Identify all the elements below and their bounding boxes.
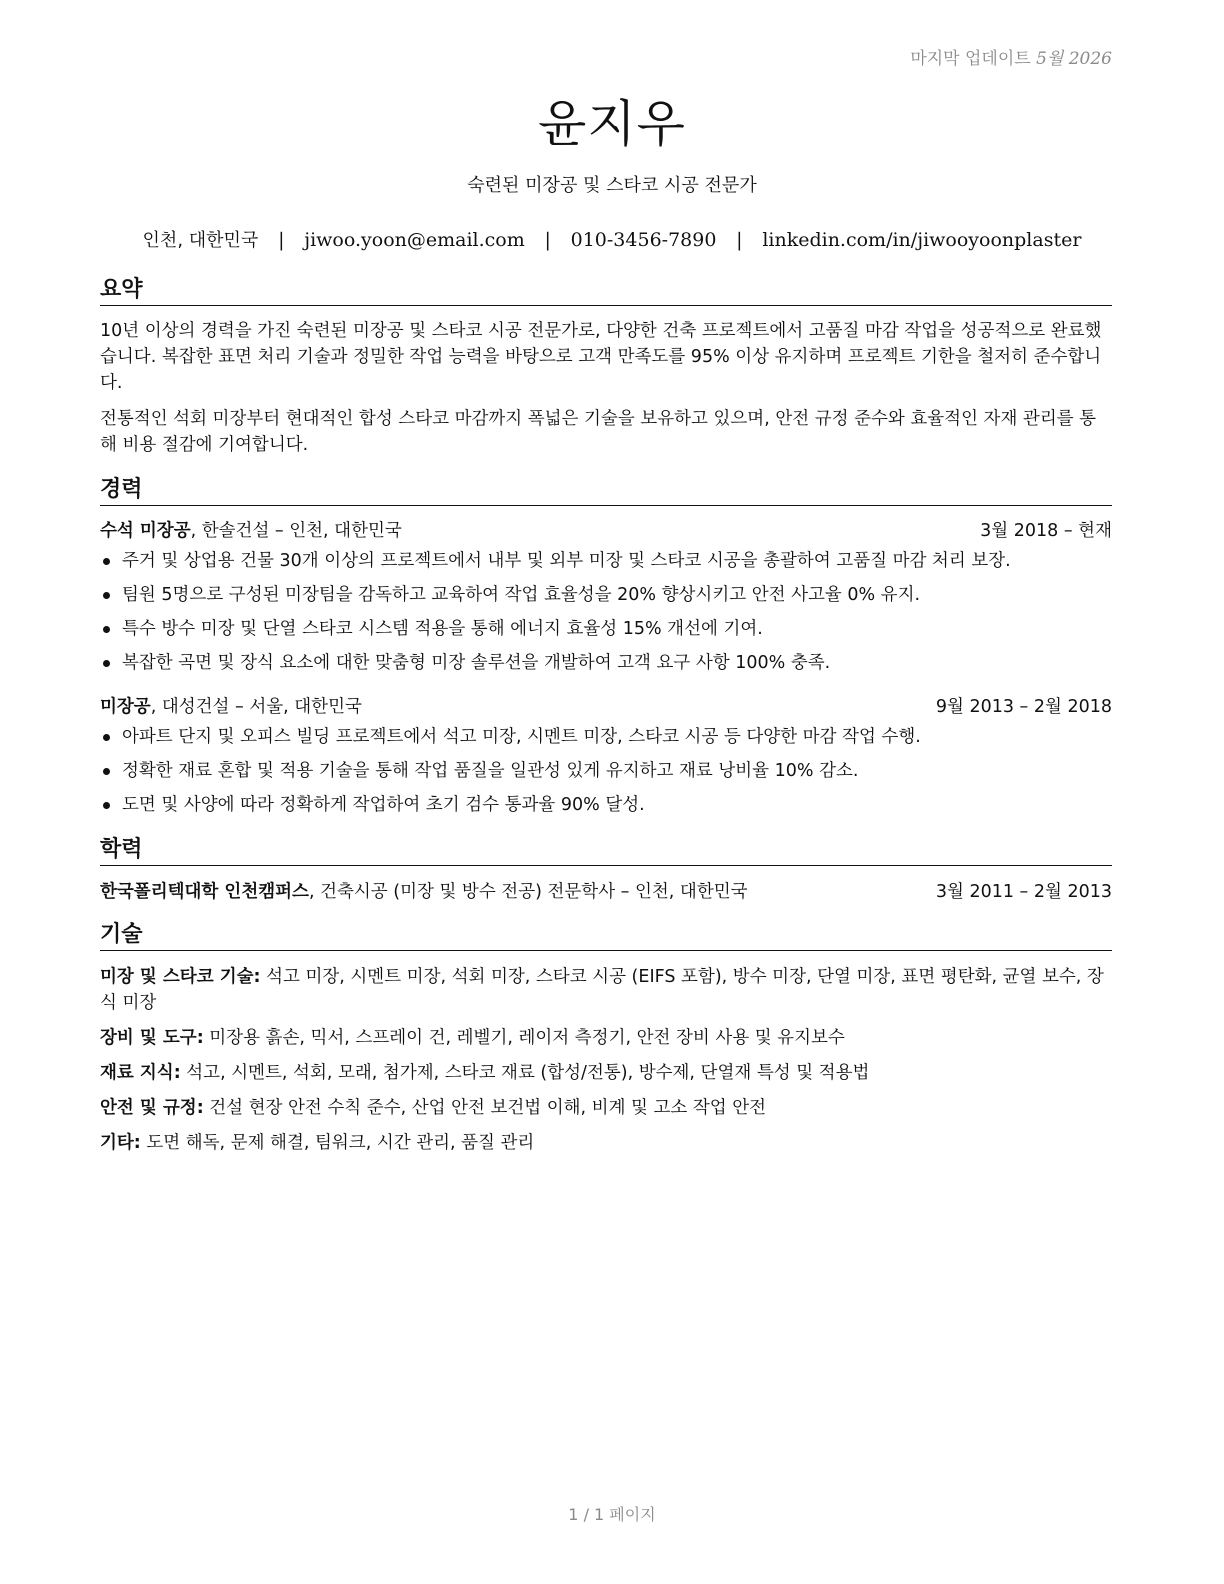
page-number: 1 / 1 페이지 <box>568 1505 656 1524</box>
job-company: , 한솔건설 – 인천, 대한민국 <box>190 521 402 541</box>
education-entry <box>100 879 1112 905</box>
job-header <box>100 518 1112 544</box>
contact-line <box>0 226 1224 252</box>
job-bullet: 팀원 5명으로 구성된 미장팀을 감독하고 교육하여 작업 효율성을 20% 향상시키고 안전 사고율 0% 유지. <box>100 582 1112 608</box>
job-dates: 9월 2013 – 2월 2018 <box>935 697 1112 717</box>
resume-tagline: 숙련된 미장공 및 스타코 시공 전문가 <box>467 175 757 196</box>
job-entry <box>100 518 1112 676</box>
job-bullet: 정확한 재료 혼합 및 적용 기술을 통해 작업 품질을 일관성 있게 유지하고 재료 낭비율 10% 감소. <box>100 758 1112 784</box>
job-role: 수석 미장공 <box>100 521 191 541</box>
contact-phone[interactable]: 010-3456-7890 <box>570 229 717 251</box>
summary-paragraph: 전통적인 석회 미장부터 현대적인 합성 스타코 마감까지 폭넓은 기술을 보유하고 있으며, 안전 규정 준수와 효율적인 자재 관리를 통해 비용 절감에 기여합니다. <box>100 409 1097 455</box>
job-bullet: 주거 및 상업용 건물 30개 이상의 프로젝트에서 내부 및 외부 미장 및 스타코 시공을 총괄하여 고품질 마감 처리 보장. <box>100 548 1112 574</box>
education-heading: 학력 <box>100 836 1112 866</box>
contact-separator: | <box>544 229 551 251</box>
skill-item <box>100 1095 1112 1121</box>
resume-content <box>100 276 1112 1156</box>
education-dates: 3월 2011 – 2월 2013 <box>935 882 1112 902</box>
skill-text: 건설 현장 안전 수칙 준수, 산업 안전 보건법 이해, 비계 및 고소 작업 안전 <box>203 1098 767 1118</box>
skill-label: 재료 지식: <box>100 1063 181 1083</box>
last-updated: 마지막 업데이트 5월 2026 <box>910 49 1112 69</box>
resume-name: 윤지우 <box>538 95 686 153</box>
skill-text: 석고 미장, 시멘트 미장, 석회 미장, 스타코 시공 (EIFS 포함), 방수 미장, 단열 미장, 표면 평탄화, 균열 보수, 장식 미장 <box>100 967 1104 1013</box>
education-detail: , 건축시공 (미장 및 방수 전공) 전문학사 – 인천, 대한민국 <box>308 882 748 902</box>
job-bullet: 특수 방수 미장 및 단열 스타코 시스템 적용을 통해 에너지 효율성 15% 개선에 기여. <box>100 616 1112 642</box>
contact-location: 인천, 대한민국 <box>142 230 259 251</box>
skill-item <box>100 1130 1112 1156</box>
skill-item <box>100 1025 1112 1051</box>
skill-text: 미장용 흙손, 믹서, 스프레이 건, 레벨기, 레이저 측정기, 안전 장비 사용 및 유지보수 <box>203 1028 845 1048</box>
skill-label: 안전 및 규정: <box>100 1098 204 1118</box>
skill-label: 장비 및 도구: <box>100 1028 204 1048</box>
skills-heading: 기술 <box>100 921 1112 951</box>
job-bullets <box>100 548 1112 676</box>
job-bullet: 아파트 단지 및 오피스 빌딩 프로젝트에서 석고 미장, 시멘트 미장, 스타코 시공 등 다양한 마감 작업 수행. <box>100 724 1112 750</box>
skill-item <box>100 1060 1112 1086</box>
skill-text: 도면 해독, 문제 해결, 팀워크, 시간 관리, 품질 관리 <box>140 1133 535 1153</box>
skill-text: 석고, 시멘트, 석회, 모래, 첨가제, 스타코 재료 (합성/전통), 방수제, 단열재 특성 및 적용법 <box>180 1063 870 1083</box>
education-school: 한국폴리텍대학 인천캠퍼스 <box>100 882 309 902</box>
job-bullet: 복잡한 곡면 및 장식 요소에 대한 맞춤형 미장 솔루션을 개발하여 고객 요구 사항 100% 충족. <box>100 650 1112 676</box>
contact-separator: | <box>278 229 285 251</box>
job-dates: 3월 2018 – 현재 <box>980 521 1112 541</box>
job-bullet: 도면 및 사양에 따라 정확하게 작업하여 초기 검수 통과율 90% 달성. <box>100 792 1112 818</box>
summary-paragraph: 10년 이상의 경력을 가진 숙련된 미장공 및 스타코 시공 전문가로, 다양한 건축 프로젝트에서 고품질 마감 작업을 성공적으로 완료했습니다. 복잡한 표면 처리 기술과 정밀한 작업 능력을 바탕으로 고객 만족도를 95% 이상 유지하며 프로젝트 기한을 철저히 준수합니다. <box>100 321 1102 393</box>
updated-month: 5월 <box>1036 49 1064 69</box>
experience-heading: 경력 <box>100 476 1112 506</box>
skill-label: 기타: <box>100 1133 141 1153</box>
job-entry <box>100 694 1112 818</box>
updated-year: 2026 <box>1068 49 1112 69</box>
job-role: 미장공 <box>100 697 151 717</box>
contact-linkedin[interactable]: linkedin.com/in/jiwooyoonplaster <box>762 229 1082 251</box>
job-company: , 대성건설 – 서울, 대한민국 <box>150 697 362 717</box>
skill-item <box>100 964 1112 1016</box>
summary-heading: 요약 <box>100 276 1112 306</box>
job-bullets <box>100 724 1112 818</box>
job-header <box>100 694 1112 720</box>
skill-label: 미장 및 스타코 기술: <box>100 967 261 987</box>
contact-email[interactable]: jiwoo.yoon@email.com <box>304 229 525 251</box>
contact-separator: | <box>736 229 743 251</box>
